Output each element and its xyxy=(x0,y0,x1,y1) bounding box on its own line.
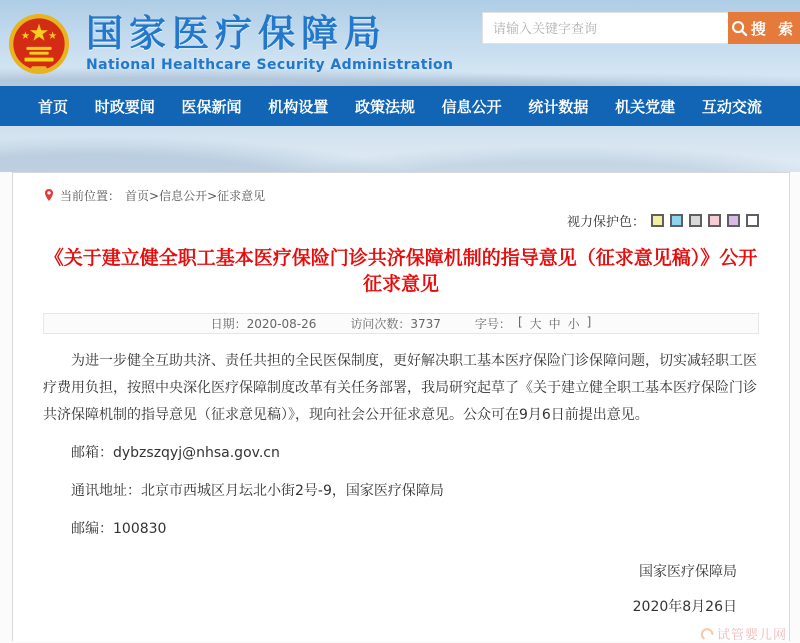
article-paragraph-lead: 为进一步健全互助共济、责任共担的全民医保制度，更好解决职工基本医疗保险门诊保障问题，切实减轻职工医疗费用负担，按照中央深化医疗保障制度改革有关任务部署，我局研究起草了《关于建立健全职工基本医疗保险门诊共济保障机制的指导意见（征求意见稿）》，现向社会公开征求意见。公众可在9月6日前提出意见。 xyxy=(43,353,757,424)
nav-item-interaction[interactable]: 互动交流 xyxy=(701,97,762,116)
article-date: 日期：2020-08-26 xyxy=(210,317,317,332)
signature-org: 国家医疗保障局 xyxy=(639,564,737,581)
article-address-line: 通讯地址：北京市西城区月坛北小街2号-9，国家医疗保障局 xyxy=(71,483,444,500)
font-size-small[interactable]: 小 xyxy=(567,317,580,332)
eye-color-white[interactable] xyxy=(746,214,759,227)
site-header xyxy=(0,0,800,86)
search-icon xyxy=(731,20,748,37)
nav-item-organization[interactable]: 机构设置 xyxy=(268,97,329,116)
bracket-close: ] xyxy=(586,315,592,330)
font-size-control xyxy=(475,315,591,332)
content-panel xyxy=(12,172,790,641)
nav-item-party-building[interactable]: 机关党建 xyxy=(615,97,676,116)
search-input[interactable] xyxy=(482,12,728,44)
national-emblem-logo xyxy=(8,12,70,76)
search-button[interactable] xyxy=(728,12,800,44)
site-title: 国家医疗保障局 xyxy=(86,11,387,55)
mountain-banner xyxy=(0,126,800,172)
font-size-label: 字号： xyxy=(474,317,511,332)
article-postcode-line: 邮编：100830 xyxy=(71,521,167,538)
article-signature xyxy=(43,559,759,621)
font-size-medium[interactable]: 中 xyxy=(548,317,561,332)
site-title-english: National Healthcare Security Administration xyxy=(86,57,454,74)
watermark-text: 试管婴儿网 xyxy=(716,628,787,643)
article-visits: 访问次数：3737 xyxy=(350,317,441,332)
nav-item-statistics[interactable]: 统计数据 xyxy=(528,97,589,116)
article-title: 《关于建立健全职工基本医疗保险门诊共济保障机制的指导意见（征求意见稿）》公开征求意见 xyxy=(44,247,758,295)
watermark xyxy=(701,624,787,643)
signature-date: 2020年8月26日 xyxy=(632,599,737,616)
nav-item-home[interactable]: 首页 xyxy=(38,97,69,116)
site-search xyxy=(482,12,800,44)
eye-color-pink[interactable] xyxy=(708,214,721,227)
eye-color-gray[interactable] xyxy=(689,214,702,227)
nav-item-info-disclosure[interactable]: 信息公开 xyxy=(441,97,502,116)
article-meta-bar xyxy=(43,313,759,334)
breadcrumb xyxy=(43,185,759,205)
article-body xyxy=(43,348,759,543)
bracket-open: [ xyxy=(517,315,523,330)
nav-item-current-politics[interactable]: 时政要闻 xyxy=(94,97,155,116)
article-email-line: 邮箱：dybzszqyj@nhsa.gov.cn xyxy=(71,445,280,462)
nav-item-policies[interactable]: 政策法规 xyxy=(354,97,415,116)
eye-color-purple[interactable] xyxy=(727,214,740,227)
breadcrumb-path[interactable]: 首页>信息公开>征求意见 xyxy=(125,188,266,203)
eye-protection-label: 视力保护色： xyxy=(566,214,645,230)
font-size-large[interactable]: 大 xyxy=(529,317,542,332)
eye-color-yellow[interactable] xyxy=(651,214,664,227)
eye-protection-row xyxy=(43,211,759,229)
nav-item-medical-news[interactable]: 医保新闻 xyxy=(181,97,242,116)
watermark-logo-icon xyxy=(701,627,715,641)
main-nav xyxy=(0,86,800,126)
breadcrumb-label: 当前位置： xyxy=(60,188,121,203)
site-brand xyxy=(86,13,453,74)
eye-color-blue[interactable] xyxy=(670,214,683,227)
search-button-label: 搜 索 xyxy=(750,20,798,38)
location-pin-icon xyxy=(43,188,55,202)
